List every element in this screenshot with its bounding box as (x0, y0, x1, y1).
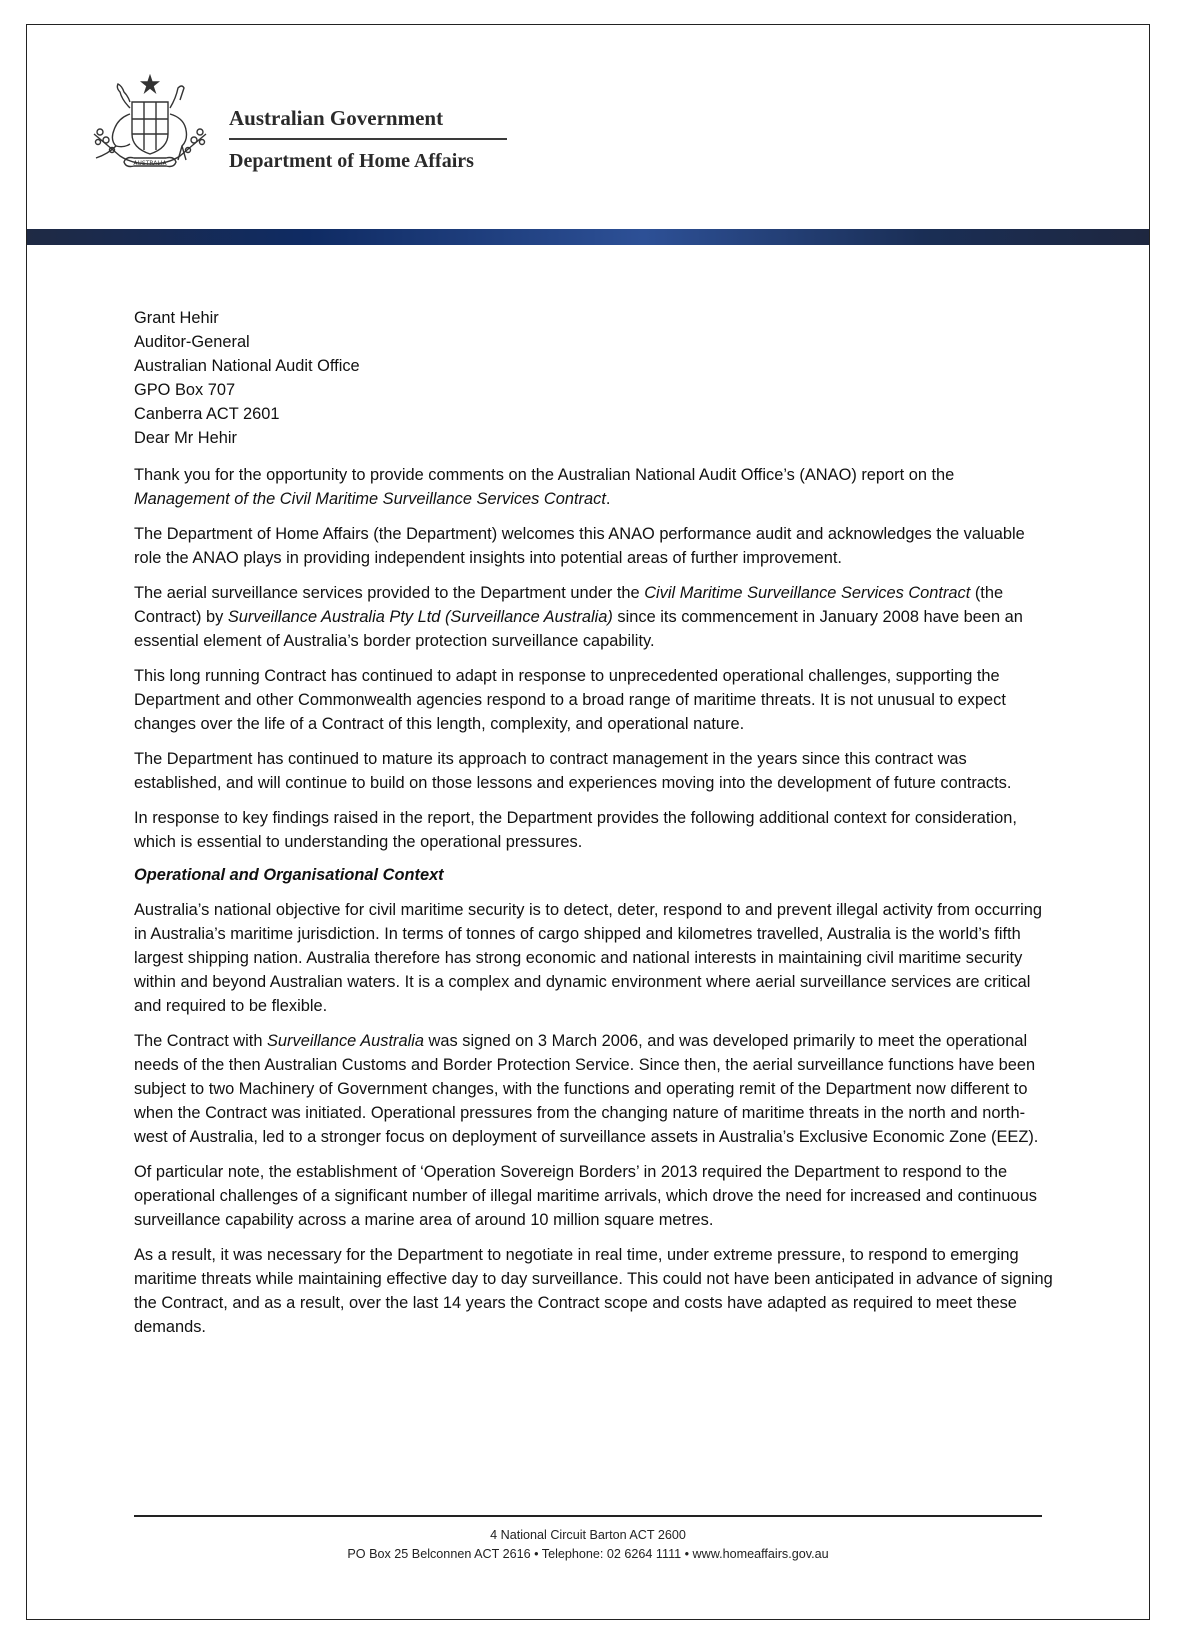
paragraph-welcome: The Department of Home Affairs (the Department) welcomes this ANAO performance audit and acknowledges the valuable role the ANAO plays in providing independent insights into potential areas of further improvement. (134, 525, 1025, 567)
svg-text:AUSTRALIA: AUSTRALIA (133, 160, 167, 167)
recipient-po-box: GPO Box 707 (134, 381, 236, 399)
recipient-name: Grant Hehir (134, 309, 219, 327)
letterhead-rule (229, 138, 507, 140)
paragraph-national-objective: Australia’s national objective for civil maritime security is to detect, deter, respond to and prevent illegal activity from occurring in Australia’s maritime jurisdiction. In terms of tonnes of cargo shipped and kilometres travelled, Australia is the world’s fifth largest shipping nation. Australia therefore has strong economic and national interests in maintaining civil maritime security within and beyond Australian waters. It is a complex and dynamic environment where aerial surveillance services are critical and required to be flexible. (134, 901, 1042, 1015)
paragraph-negotiation: As a result, it was necessary for the Department to negotiate in real time, under extreme pressure, to respond to emerging maritime threats while maintaining effective day to day surveillance. This could not have been anticipated in advance of signing the Contract, and as a result, over the last 14 years the Contract scope and costs have adapted as required to meet these demands. (134, 1246, 1053, 1336)
paragraph-thanks: Thank you for the opportunity to provide comments on the Australian National Audit Office’s (ANAO) report on the Management of the Civil Maritime Surveillance Services Contract. (134, 466, 955, 508)
footer (134, 1526, 1042, 1564)
report-title: Management of the Civil Maritime Surveillance Services Contract (134, 490, 606, 508)
paragraph-key-findings: In response to key findings raised in the report, the Department provides the following additional context for consideration, which is essential to understanding the operational pressures. (134, 809, 1017, 851)
recipient-organisation: Australian National Audit Office (134, 357, 360, 375)
letterhead (86, 74, 516, 186)
footer-street-address: 4 National Circuit Barton ACT 2600 (490, 1528, 686, 1542)
footer-contact-details: PO Box 25 Belconnen ACT 2616 • Telephone: 02 6264 1111 • www.homeaffairs.gov.au (347, 1547, 829, 1561)
paragraph-contract-management: The Department has continued to mature its approach to contract management in the years since this contract was established, and will continue to build on those lessons and experiences moving into the development of future contracts. (134, 750, 1012, 792)
paragraph-long-running-contract: This long running Contract has continued to adapt in response to unprecedented operational challenges, supporting the Department and other Commonwealth agencies respond to a broad range of maritime threats. It is not unusual to expect changes over the life of a Contract of this length, complexity, and operational nature. (134, 667, 1006, 733)
recipient-title: Auditor-General (134, 333, 250, 351)
paragraph-operation-sovereign-borders: Of particular note, the establishment of ‘Operation Sovereign Borders’ in 2013 required the Department to respond to the operational challenges of a significant number of illegal maritime arrivals, which drove the need for increased and continuous surveillance capability across a marine area of around 10 million square metres. (134, 1163, 1037, 1229)
recipient-city: Canberra ACT 2601 (134, 405, 280, 423)
contract-name: Civil Maritime Surveillance Services Contract (644, 584, 971, 602)
government-name: Australian Government (229, 106, 444, 130)
salutation: Dear Mr Hehir (134, 429, 237, 447)
contractor-name: Surveillance Australia Pty Ltd (Surveillance Australia) (227, 608, 613, 626)
coat-of-arms-logo (86, 74, 214, 186)
recipient-address (134, 306, 1054, 426)
organisation-name-block (229, 106, 511, 173)
header-band (27, 229, 1149, 245)
department-name: Department of Home Affairs (229, 149, 474, 172)
paragraph-aerial-services: The aerial surveillance services provided to the Department under the Civil Maritime Surveillance Services Contract (the Contract) by Surveillance Australia Pty Ltd (Surveillance Australia) since its commencement in January 2008 have been an essential element of Australia’s border protection surveillance capability. (134, 584, 1023, 650)
section-heading: Operational and Organisational Context (134, 866, 444, 884)
letter-body (134, 306, 1054, 1339)
paragraph-contract-history: The Contract with Surveillance Australia was signed on 3 March 2006, and was developed primarily to meet the operational needs of the then Australian Customs and Border Protection Service. Since then, the aerial surveillance functions have been subject to two Machinery of Government changes, with the functions and operating remit of the Department now different to when the Contract was initiated. Operational pressures from the changing nature of maritime threats in the north and north-west of Australia, led to a stronger focus on deployment of surveillance assets in Australia’s Exclusive Economic Zone (EEZ). (134, 1032, 1039, 1146)
footer-rule (134, 1515, 1042, 1517)
contractor-short-name: Surveillance Australia (267, 1032, 424, 1050)
